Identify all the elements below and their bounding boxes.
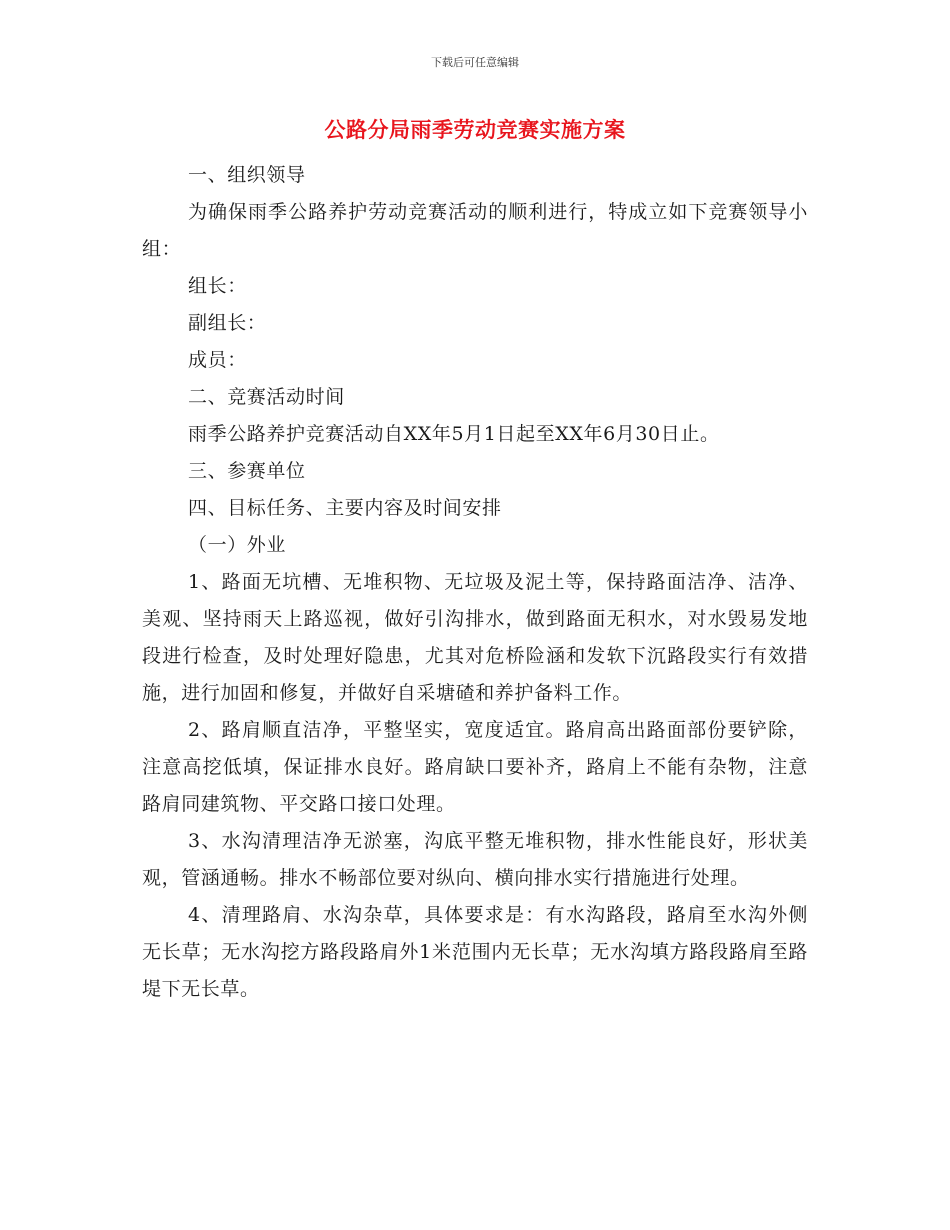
section-heading-time: 二、竞赛活动时间	[188, 386, 345, 408]
paragraph-item-3: 3、水沟清理洁净无淤塞，沟底平整无堆积物，排水性能良好，形状美观，管涵通畅。排水不畅部位要对纵向、横向排水实行措施进行处理。	[142, 830, 808, 889]
section-heading-tasks: 四、目标任务、主要内容及时间安排	[188, 497, 502, 519]
paragraph-leadership-group: 为确保雨季公路养护劳动竞赛活动的顺利进行，特成立如下竞赛领导小组：	[142, 201, 808, 260]
field-members: 成员：	[188, 349, 247, 371]
paragraph-time-range: 雨季公路养护竞赛活动自XX年5月1日起至XX年6月30日止。	[188, 423, 720, 445]
document-title: 公路分局雨季劳动竞赛实施方案	[324, 117, 626, 142]
subsection-heading-field-work: （一）外业	[188, 534, 287, 556]
field-group-leader: 组长：	[188, 275, 247, 297]
document-body	[142, 157, 808, 1008]
paragraph-item-1: 1、路面无坑槽、无堆积物、无垃圾及泥土等，保持路面洁净、洁净、美观、坚持雨天上路巡视，做好引沟排水，做到路面无积水，对水毁易发地段进行检查，及时处理好隐患，尤其对危桥险涵和发软下沉路段实行有效措施，进行加固和修复，并做好自采塘碴和养护备料工作。	[142, 571, 808, 704]
section-heading-participants: 三、参赛单位	[188, 460, 306, 482]
field-deputy-leader: 副组长：	[188, 312, 267, 334]
header-note: 下载后可任意编辑	[431, 56, 519, 69]
section-heading-organization: 一、组织领导	[188, 164, 306, 186]
paragraph-item-4: 4、清理路肩、水沟杂草，具体要求是：有水沟路段，路肩至水沟外侧无长草；无水沟挖方路段路肩外1米范围内无长草；无水沟填方路段路肩至路堤下无长草。	[142, 904, 808, 1000]
paragraph-item-2: 2、路肩顺直洁净，平整坚实，宽度适宜。路肩高出路面部份要铲除，注意高挖低填，保证排水良好。路肩缺口要补齐，路肩上不能有杂物，注意路肩同建筑物、平交路口接口处理。	[142, 719, 808, 815]
